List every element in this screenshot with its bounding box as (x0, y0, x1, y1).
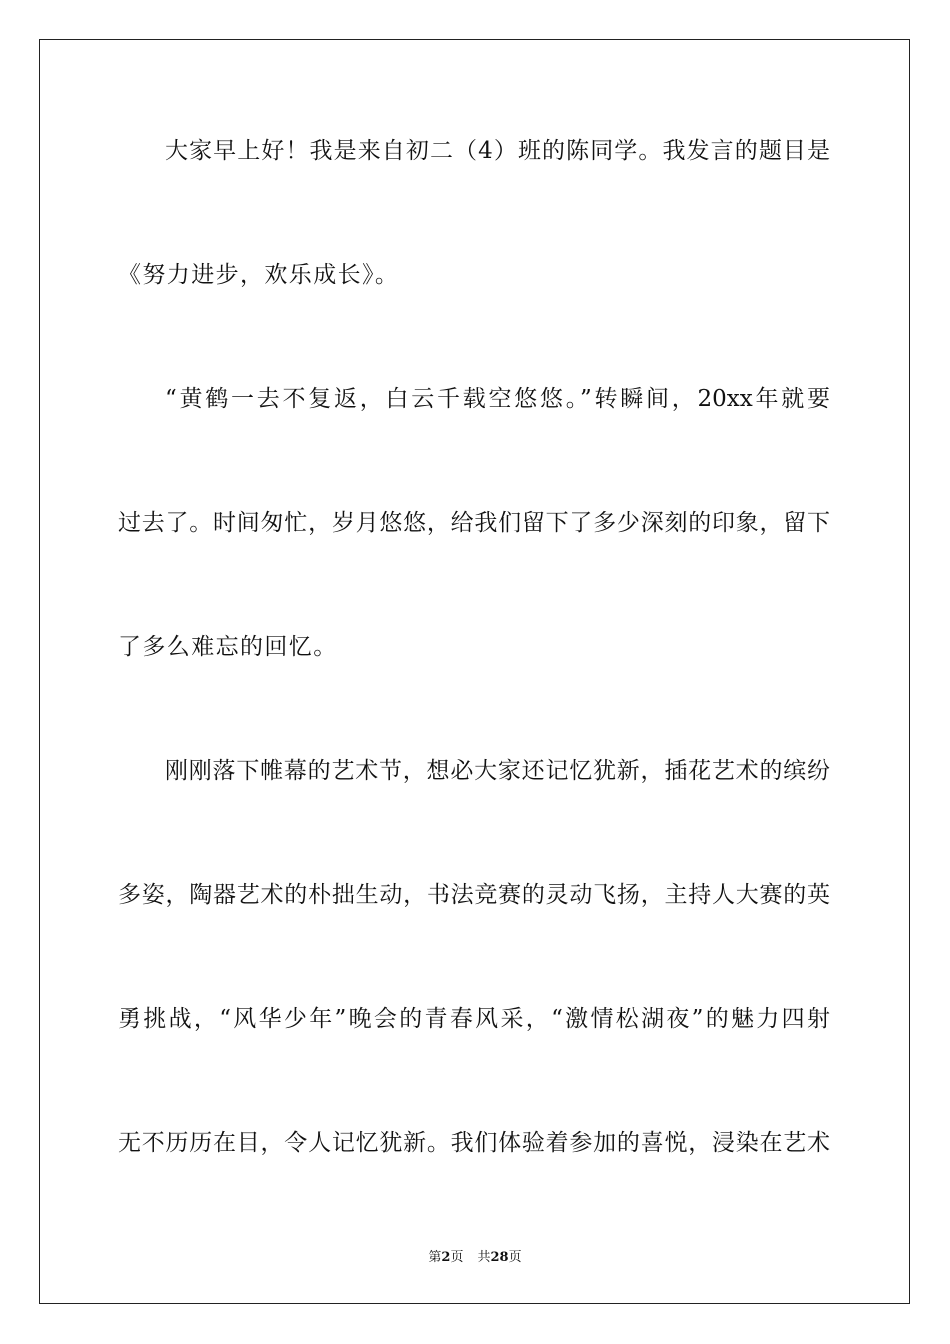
footer-total-pages: 28 (490, 1250, 509, 1265)
text-line-1: 大家早上好！我是来自初二（4）班的陈同学。我发言的题目是 (165, 138, 830, 164)
footer-page-suffix: 页 (450, 1250, 464, 1265)
text-line-9: 无不历历在目，令人记忆犹新。我们体验着参加的喜悦，浸染在艺术 (118, 1130, 830, 1156)
footer-total-suffix: 页 (508, 1250, 522, 1265)
text-line-8: 勇挑战，“风华少年”晚会的青春风采，“激情松湖夜”的魅力四射 (118, 1006, 830, 1032)
text-line-7: 多姿，陶器艺术的朴拙生动，书法竞赛的灵动飞扬，主持人大赛的英 (118, 882, 830, 908)
footer-total-prefix: 共 (477, 1250, 491, 1265)
text-line-6: 刚刚落下帷幕的艺术节，想必大家还记忆犹新，插花艺术的缤纷 (165, 758, 830, 784)
footer-page-prefix: 第 (428, 1250, 442, 1265)
text-line-2: 《努力进步，欢乐成长》。 (118, 262, 400, 288)
page-footer (0, 1246, 950, 1265)
text-line-4: 过去了。时间匆忙，岁月悠悠，给我们留下了多少深刻的印象，留下 (118, 510, 830, 536)
page-border (39, 39, 910, 1304)
text-line-5: 了多么难忘的回忆。 (118, 634, 338, 660)
text-line-3: “黄鹤一去不复返，白云千载空悠悠。”转瞬间，20xx年就要 (165, 386, 830, 412)
footer-page-number: 2 (441, 1250, 451, 1265)
